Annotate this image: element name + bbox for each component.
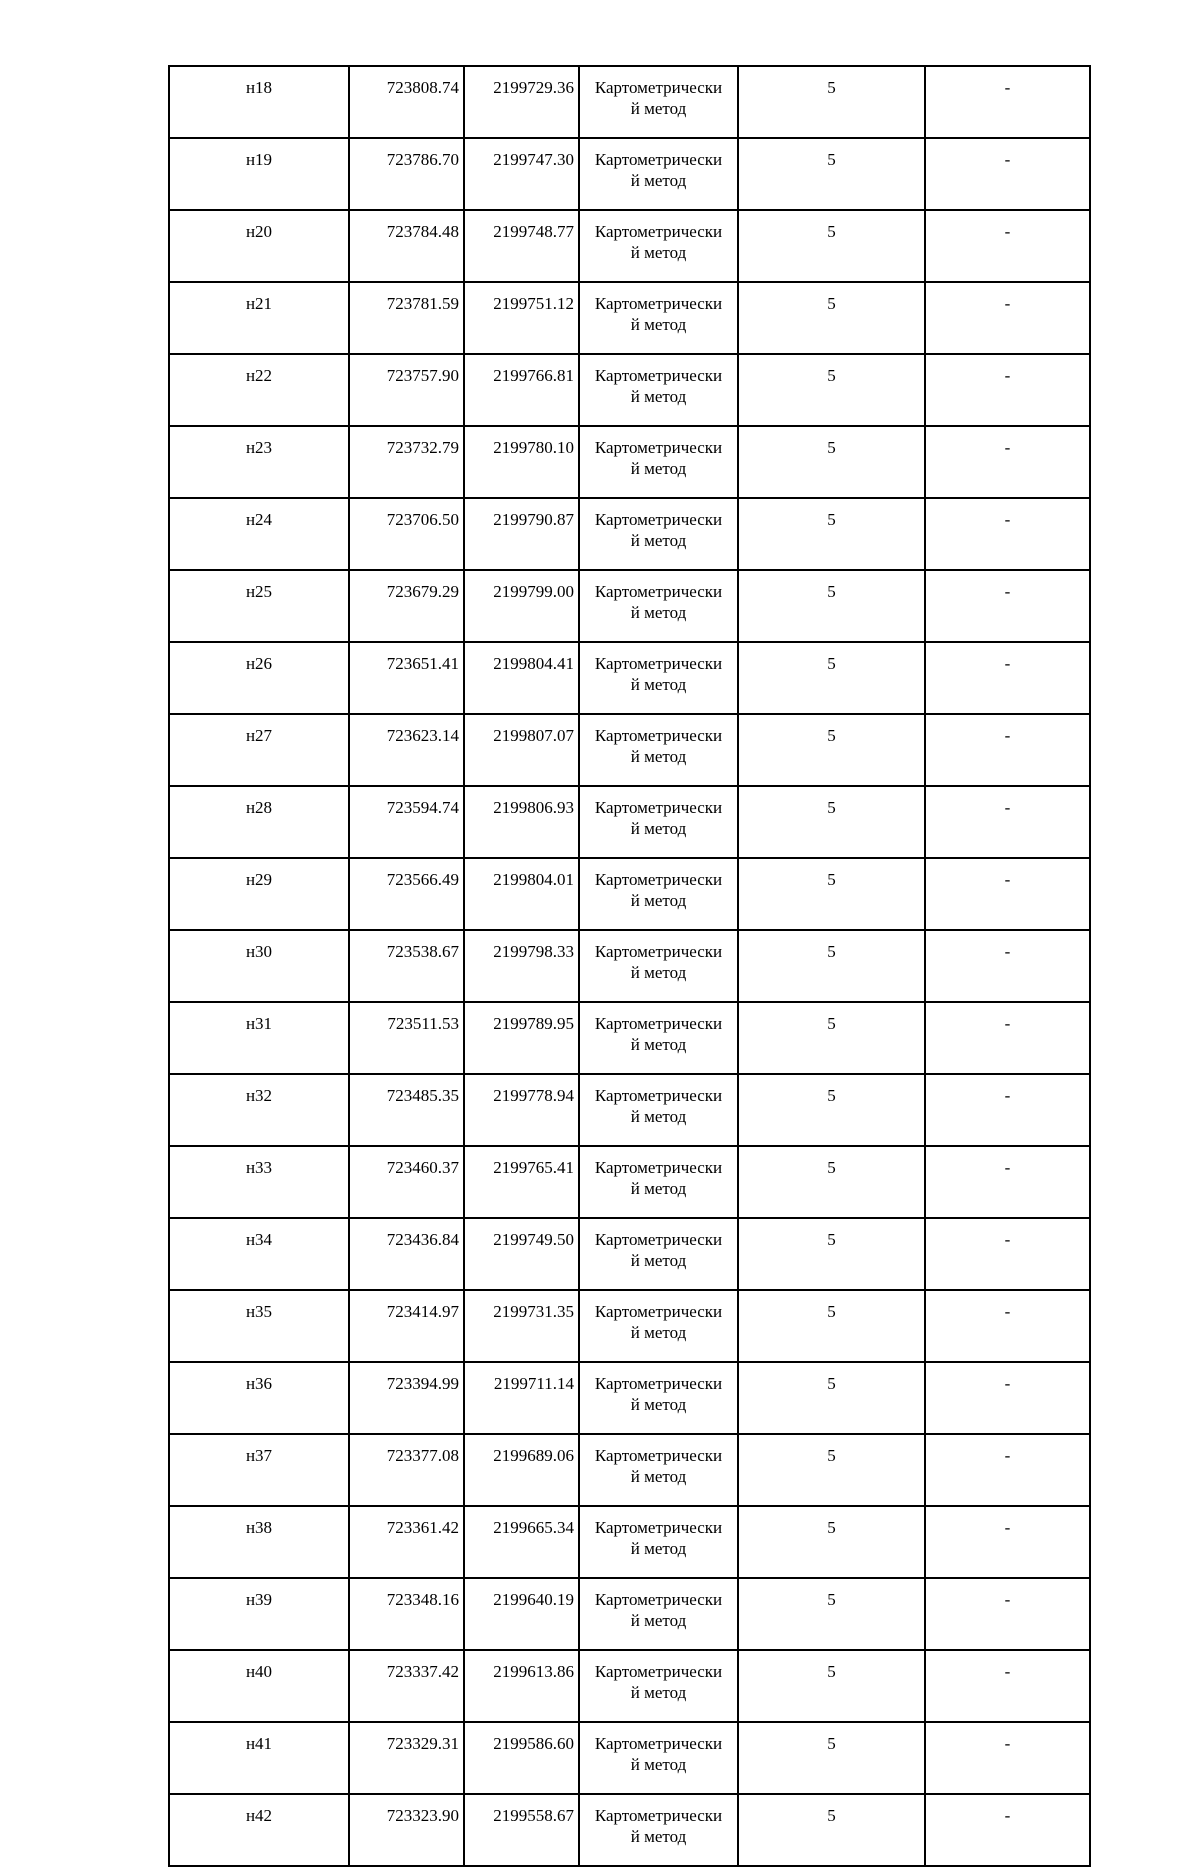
- method-text-line2: й метод: [630, 1611, 687, 1630]
- method-text-line2: й метод: [630, 387, 687, 406]
- method-text-line2: й метод: [630, 1107, 687, 1126]
- accuracy-cell: 5: [738, 1794, 925, 1866]
- description-cell: -: [925, 858, 1090, 930]
- table-row: [169, 1074, 1090, 1146]
- x-coordinate-cell: 723808.74: [349, 66, 464, 138]
- y-coordinate-cell: 2199586.60: [464, 1722, 579, 1794]
- point-name-cell: н25: [169, 570, 349, 642]
- method-text-line2: й метод: [630, 675, 687, 694]
- method-text-line2: й метод: [630, 891, 687, 910]
- accuracy-cell: 5: [738, 282, 925, 354]
- description-cell: -: [925, 1362, 1090, 1434]
- method-text-line2: й метод: [630, 963, 687, 982]
- table-body: [169, 66, 1090, 1866]
- table-row: [169, 1722, 1090, 1794]
- x-coordinate-cell: 723651.41: [349, 642, 464, 714]
- accuracy-cell: 5: [738, 1434, 925, 1506]
- table-row: [169, 1002, 1090, 1074]
- method-text-line1: Картометрически: [594, 366, 723, 385]
- y-coordinate-cell: 2199798.33: [464, 930, 579, 1002]
- point-name-cell: н20: [169, 210, 349, 282]
- method-text-line1: Картометрически: [594, 222, 723, 241]
- method-cell: [579, 930, 738, 1002]
- method-cell: [579, 1434, 738, 1506]
- x-coordinate-cell: 723757.90: [349, 354, 464, 426]
- method-text-line1: Картометрически: [594, 1086, 723, 1105]
- method-text-line1: Картометрически: [594, 1662, 723, 1681]
- description-cell: -: [925, 354, 1090, 426]
- method-text-line1: Картометрически: [594, 1158, 723, 1177]
- method-text-line2: й метод: [630, 1035, 687, 1054]
- accuracy-cell: 5: [738, 210, 925, 282]
- point-name-cell: н22: [169, 354, 349, 426]
- x-coordinate-cell: 723460.37: [349, 1146, 464, 1218]
- method-text-line1: Картометрически: [594, 726, 723, 745]
- accuracy-cell: 5: [738, 1002, 925, 1074]
- method-cell: [579, 66, 738, 138]
- x-coordinate-cell: 723361.42: [349, 1506, 464, 1578]
- method-text-line1: Картометрически: [594, 438, 723, 457]
- accuracy-cell: 5: [738, 1146, 925, 1218]
- x-coordinate-cell: 723566.49: [349, 858, 464, 930]
- method-cell: [579, 498, 738, 570]
- y-coordinate-cell: 2199778.94: [464, 1074, 579, 1146]
- y-coordinate-cell: 2199747.30: [464, 138, 579, 210]
- point-name-cell: н18: [169, 66, 349, 138]
- point-name-cell: н33: [169, 1146, 349, 1218]
- table-row: [169, 786, 1090, 858]
- method-text-line1: Картометрически: [594, 1446, 723, 1465]
- description-cell: -: [925, 1146, 1090, 1218]
- y-coordinate-cell: 2199780.10: [464, 426, 579, 498]
- method-cell: [579, 354, 738, 426]
- method-text-line2: й метод: [630, 531, 687, 550]
- method-cell: [579, 1002, 738, 1074]
- point-name-cell: н37: [169, 1434, 349, 1506]
- accuracy-cell: 5: [738, 1506, 925, 1578]
- method-text-line2: й метод: [630, 1539, 687, 1558]
- x-coordinate-cell: 723329.31: [349, 1722, 464, 1794]
- accuracy-cell: 5: [738, 714, 925, 786]
- accuracy-cell: 5: [738, 1722, 925, 1794]
- method-text-line1: Картометрически: [594, 582, 723, 601]
- method-cell: [579, 1218, 738, 1290]
- y-coordinate-cell: 2199665.34: [464, 1506, 579, 1578]
- point-name-cell: н30: [169, 930, 349, 1002]
- table-row: [169, 1650, 1090, 1722]
- description-cell: -: [925, 786, 1090, 858]
- point-name-cell: н34: [169, 1218, 349, 1290]
- accuracy-cell: 5: [738, 1650, 925, 1722]
- y-coordinate-cell: 2199766.81: [464, 354, 579, 426]
- description-cell: -: [925, 642, 1090, 714]
- y-coordinate-cell: 2199731.35: [464, 1290, 579, 1362]
- accuracy-cell: 5: [738, 354, 925, 426]
- accuracy-cell: 5: [738, 642, 925, 714]
- method-text-line2: й метод: [630, 819, 687, 838]
- table-row: [169, 1146, 1090, 1218]
- accuracy-cell: 5: [738, 1362, 925, 1434]
- x-coordinate-cell: 723511.53: [349, 1002, 464, 1074]
- y-coordinate-cell: 2199804.01: [464, 858, 579, 930]
- table-row: [169, 642, 1090, 714]
- method-cell: [579, 858, 738, 930]
- y-coordinate-cell: 2199806.93: [464, 786, 579, 858]
- table-row: [169, 1578, 1090, 1650]
- y-coordinate-cell: 2199804.41: [464, 642, 579, 714]
- description-cell: -: [925, 66, 1090, 138]
- method-text-line2: й метод: [630, 1827, 687, 1846]
- description-cell: -: [925, 210, 1090, 282]
- method-cell: [579, 714, 738, 786]
- x-coordinate-cell: 723784.48: [349, 210, 464, 282]
- description-cell: -: [925, 1650, 1090, 1722]
- x-coordinate-cell: 723323.90: [349, 1794, 464, 1866]
- x-coordinate-cell: 723538.67: [349, 930, 464, 1002]
- method-text-line2: й метод: [630, 1251, 687, 1270]
- point-name-cell: н39: [169, 1578, 349, 1650]
- x-coordinate-cell: 723394.99: [349, 1362, 464, 1434]
- y-coordinate-cell: 2199807.07: [464, 714, 579, 786]
- table-row: [169, 1362, 1090, 1434]
- table-row: [169, 714, 1090, 786]
- description-cell: -: [925, 1002, 1090, 1074]
- x-coordinate-cell: 723706.50: [349, 498, 464, 570]
- accuracy-cell: 5: [738, 1074, 925, 1146]
- y-coordinate-cell: 2199711.14: [464, 1362, 579, 1434]
- accuracy-cell: 5: [738, 930, 925, 1002]
- y-coordinate-cell: 2199751.12: [464, 282, 579, 354]
- accuracy-cell: 5: [738, 1578, 925, 1650]
- method-text-line1: Картометрически: [594, 654, 723, 673]
- y-coordinate-cell: 2199789.95: [464, 1002, 579, 1074]
- point-name-cell: н40: [169, 1650, 349, 1722]
- method-text-line2: й метод: [630, 1395, 687, 1414]
- accuracy-cell: 5: [738, 786, 925, 858]
- description-cell: -: [925, 1074, 1090, 1146]
- table-row: [169, 66, 1090, 138]
- method-text-line1: Картометрически: [594, 1014, 723, 1033]
- table-row: [169, 210, 1090, 282]
- accuracy-cell: 5: [738, 66, 925, 138]
- point-name-cell: н19: [169, 138, 349, 210]
- method-text-line1: Картометрически: [594, 510, 723, 529]
- point-name-cell: н28: [169, 786, 349, 858]
- description-cell: -: [925, 498, 1090, 570]
- point-name-cell: н32: [169, 1074, 349, 1146]
- method-text-line2: й метод: [630, 1755, 687, 1774]
- description-cell: -: [925, 138, 1090, 210]
- x-coordinate-cell: 723786.70: [349, 138, 464, 210]
- method-text-line1: Картометрически: [594, 1734, 723, 1753]
- method-text-line1: Картометрически: [594, 150, 723, 169]
- y-coordinate-cell: 2199765.41: [464, 1146, 579, 1218]
- method-cell: [579, 138, 738, 210]
- method-cell: [579, 1506, 738, 1578]
- table-row: [169, 1506, 1090, 1578]
- method-text-line2: й метод: [630, 603, 687, 622]
- method-text-line1: Картометрически: [594, 870, 723, 889]
- method-text-line2: й метод: [630, 747, 687, 766]
- method-cell: [579, 1362, 738, 1434]
- accuracy-cell: 5: [738, 1290, 925, 1362]
- table-row: [169, 498, 1090, 570]
- y-coordinate-cell: 2199613.86: [464, 1650, 579, 1722]
- x-coordinate-cell: 723337.42: [349, 1650, 464, 1722]
- point-name-cell: н24: [169, 498, 349, 570]
- accuracy-cell: 5: [738, 1218, 925, 1290]
- method-text-line2: й метод: [630, 1179, 687, 1198]
- table-row: [169, 1290, 1090, 1362]
- table-row: [169, 354, 1090, 426]
- method-cell: [579, 210, 738, 282]
- description-cell: -: [925, 1434, 1090, 1506]
- table-row: [169, 282, 1090, 354]
- method-text-line2: й метод: [630, 1683, 687, 1702]
- method-text-line1: Картометрически: [594, 1302, 723, 1321]
- y-coordinate-cell: 2199748.77: [464, 210, 579, 282]
- method-cell: [579, 642, 738, 714]
- method-cell: [579, 1074, 738, 1146]
- method-cell: [579, 426, 738, 498]
- table-row: [169, 570, 1090, 642]
- description-cell: -: [925, 1794, 1090, 1866]
- method-text-line1: Картометрически: [594, 798, 723, 817]
- method-cell: [579, 1146, 738, 1218]
- method-text-line1: Картометрически: [594, 1518, 723, 1537]
- method-text-line2: й метод: [630, 459, 687, 478]
- x-coordinate-cell: 723623.14: [349, 714, 464, 786]
- method-text-line2: й метод: [630, 243, 687, 262]
- method-text-line1: Картометрически: [594, 78, 723, 97]
- method-cell: [579, 1578, 738, 1650]
- method-text-line2: й метод: [630, 99, 687, 118]
- description-cell: -: [925, 930, 1090, 1002]
- description-cell: -: [925, 1290, 1090, 1362]
- method-text-line2: й метод: [630, 1467, 687, 1486]
- method-text-line1: Картометрически: [594, 1374, 723, 1393]
- accuracy-cell: 5: [738, 570, 925, 642]
- y-coordinate-cell: 2199689.06: [464, 1434, 579, 1506]
- point-name-cell: н23: [169, 426, 349, 498]
- x-coordinate-cell: 723781.59: [349, 282, 464, 354]
- point-name-cell: н27: [169, 714, 349, 786]
- y-coordinate-cell: 2199749.50: [464, 1218, 579, 1290]
- description-cell: -: [925, 282, 1090, 354]
- accuracy-cell: 5: [738, 138, 925, 210]
- description-cell: -: [925, 1506, 1090, 1578]
- method-text-line1: Картометрически: [594, 1590, 723, 1609]
- table-row: [169, 1218, 1090, 1290]
- point-name-cell: н31: [169, 1002, 349, 1074]
- method-cell: [579, 1722, 738, 1794]
- method-cell: [579, 1794, 738, 1866]
- point-name-cell: н42: [169, 1794, 349, 1866]
- y-coordinate-cell: 2199558.67: [464, 1794, 579, 1866]
- y-coordinate-cell: 2199640.19: [464, 1578, 579, 1650]
- y-coordinate-cell: 2199799.00: [464, 570, 579, 642]
- table-row: [169, 426, 1090, 498]
- method-text-line2: й метод: [630, 1323, 687, 1342]
- description-cell: -: [925, 570, 1090, 642]
- x-coordinate-cell: 723732.79: [349, 426, 464, 498]
- x-coordinate-cell: 723414.97: [349, 1290, 464, 1362]
- description-cell: -: [925, 1218, 1090, 1290]
- method-text-line1: Картометрически: [594, 1230, 723, 1249]
- table-row: [169, 858, 1090, 930]
- method-cell: [579, 1290, 738, 1362]
- point-name-cell: н21: [169, 282, 349, 354]
- point-name-cell: н38: [169, 1506, 349, 1578]
- coordinates-table: [168, 65, 1091, 1867]
- point-name-cell: н29: [169, 858, 349, 930]
- method-cell: [579, 570, 738, 642]
- method-cell: [579, 1650, 738, 1722]
- accuracy-cell: 5: [738, 498, 925, 570]
- x-coordinate-cell: 723485.35: [349, 1074, 464, 1146]
- method-text-line2: й метод: [630, 315, 687, 334]
- y-coordinate-cell: 2199790.87: [464, 498, 579, 570]
- table-row: [169, 138, 1090, 210]
- description-cell: -: [925, 714, 1090, 786]
- x-coordinate-cell: 723348.16: [349, 1578, 464, 1650]
- table-row: [169, 1434, 1090, 1506]
- point-name-cell: н41: [169, 1722, 349, 1794]
- x-coordinate-cell: 723679.29: [349, 570, 464, 642]
- accuracy-cell: 5: [738, 426, 925, 498]
- table-row: [169, 930, 1090, 1002]
- x-coordinate-cell: 723594.74: [349, 786, 464, 858]
- method-text-line2: й метод: [630, 171, 687, 190]
- table-row: [169, 1794, 1090, 1866]
- y-coordinate-cell: 2199729.36: [464, 66, 579, 138]
- method-text-line1: Картометрически: [594, 294, 723, 313]
- description-cell: -: [925, 1722, 1090, 1794]
- description-cell: -: [925, 426, 1090, 498]
- x-coordinate-cell: 723377.08: [349, 1434, 464, 1506]
- point-name-cell: н35: [169, 1290, 349, 1362]
- method-text-line1: Картометрически: [594, 1806, 723, 1825]
- method-text-line1: Картометрически: [594, 942, 723, 961]
- accuracy-cell: 5: [738, 858, 925, 930]
- x-coordinate-cell: 723436.84: [349, 1218, 464, 1290]
- point-name-cell: н36: [169, 1362, 349, 1434]
- method-cell: [579, 786, 738, 858]
- point-name-cell: н26: [169, 642, 349, 714]
- description-cell: -: [925, 1578, 1090, 1650]
- method-cell: [579, 282, 738, 354]
